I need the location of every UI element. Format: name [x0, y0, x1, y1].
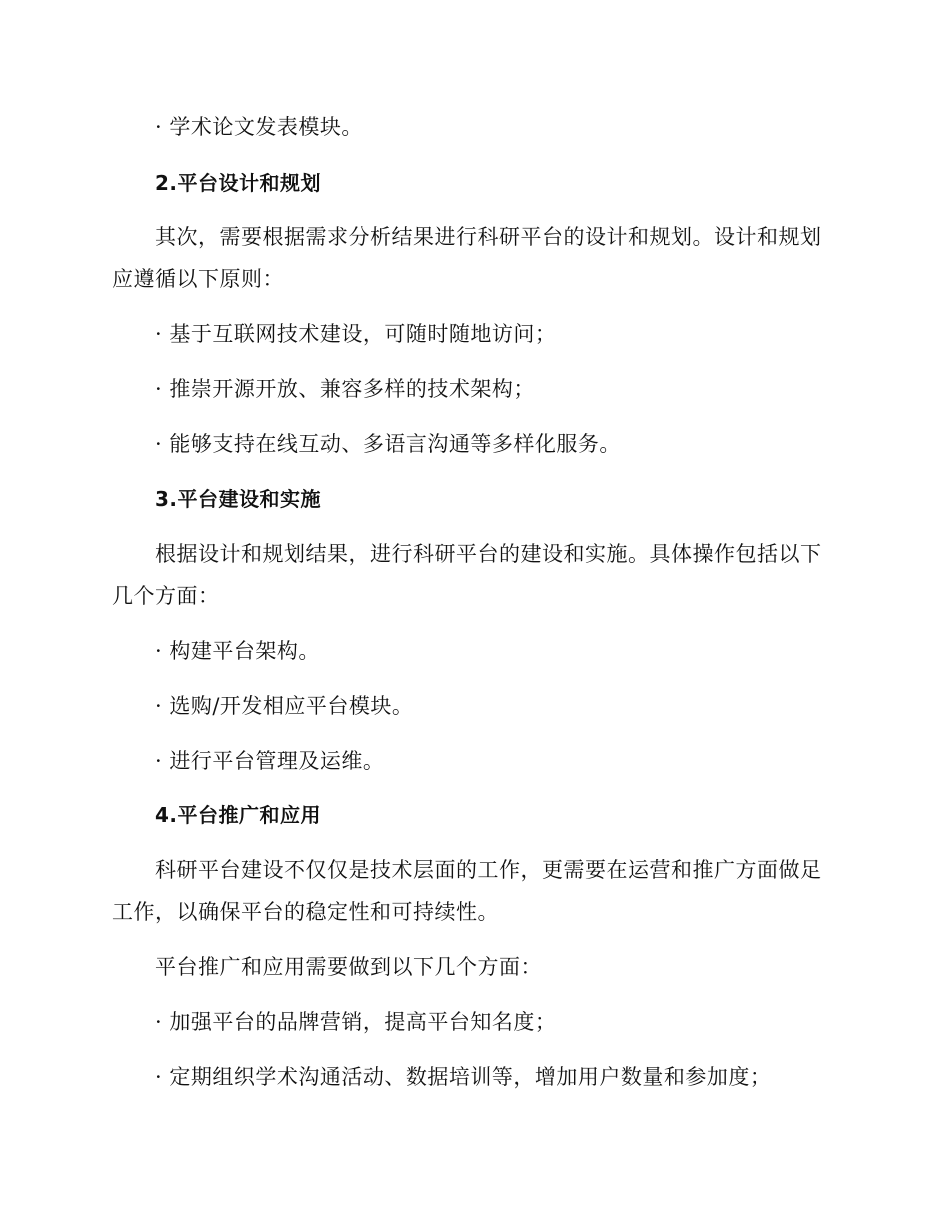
bullet-academic-activities: · 定期组织学术沟通活动、数据培训等，增加用户数量和参加度； — [155, 1065, 772, 1089]
bullet-online-interaction: · 能够支持在线互动、多语言沟通等多样化服务。 — [155, 432, 621, 456]
bullet-modules: · 选购/开发相应平台模块。 — [155, 694, 414, 718]
section-heading-construction: 3.平台建设和实施 — [155, 487, 322, 511]
paragraph-design-line-1: 其次，需要根据需求分析结果进行科研平台的设计和规划。设计和规划 — [155, 225, 822, 249]
paragraph-promotion-line-2: 工作，以确保平台的稳定性和可持续性。 — [112, 900, 499, 924]
paragraph-design-line-2: 应遵循以下原则： — [112, 267, 284, 291]
paragraph-promotion-line-1: 科研平台建设不仅仅是技术层面的工作，更需要在运营和推广方面做足 — [155, 858, 822, 882]
bullet-operations: · 进行平台管理及运维。 — [155, 749, 385, 773]
bullet-build-architecture: · 构建平台架构。 — [155, 639, 320, 663]
section-heading-promotion: 4.平台推广和应用 — [155, 803, 322, 827]
paragraph-construction-line-2: 几个方面： — [112, 584, 220, 608]
bullet-open-source: · 推崇开源开放、兼容多样的技术架构； — [155, 377, 535, 401]
bullet-internet-access: · 基于互联网技术建设，可随时随地访问； — [155, 322, 557, 346]
paragraph-promotion-intro: 平台推广和应用需要做到以下几个方面： — [155, 955, 542, 979]
paragraph-construction-line-1: 根据设计和规划结果，进行科研平台的建设和实施。具体操作包括以下 — [155, 542, 822, 566]
bullet-paper-publishing: · 学术论文发表模块。 — [155, 115, 363, 139]
bullet-brand-marketing: · 加强平台的品牌营销，提高平台知名度； — [155, 1010, 557, 1034]
section-heading-design: 2.平台设计和规划 — [155, 171, 322, 195]
